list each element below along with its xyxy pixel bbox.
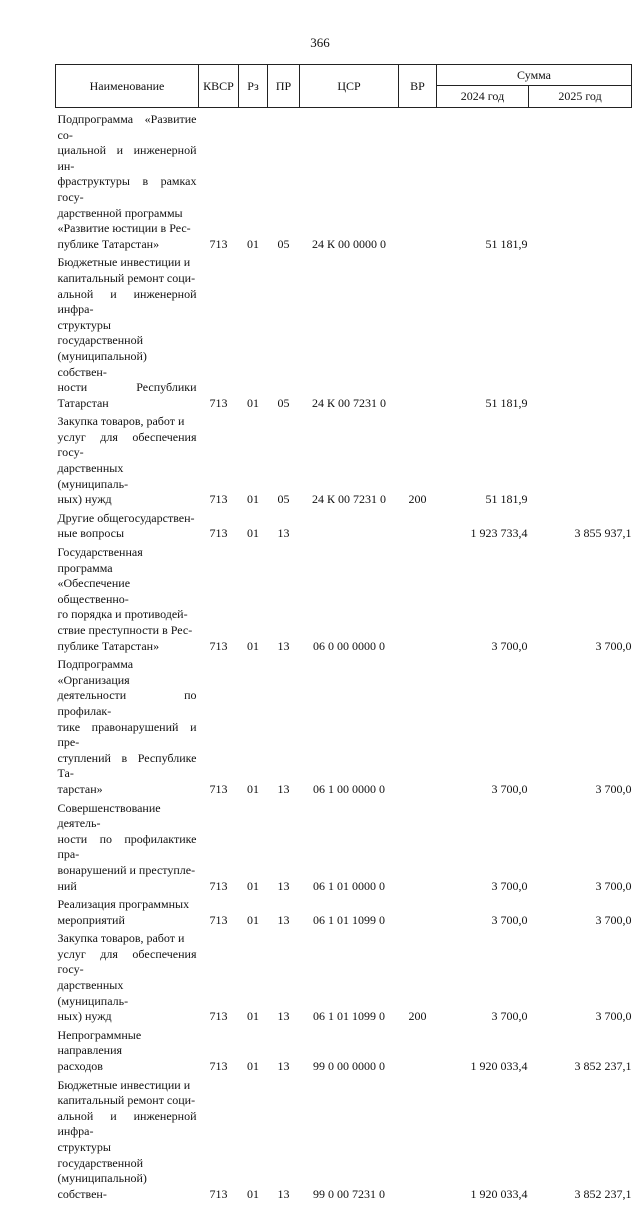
row-amount-2024: 1 923 733,4: [437, 511, 529, 545]
header-year-2025: 2025 год: [529, 86, 632, 108]
row-vr: [399, 511, 437, 545]
table-row: [56, 1078, 632, 1205]
row-rz: 01: [239, 414, 268, 511]
row-amount-2025: 3 700,0: [529, 545, 632, 657]
row-amount-2025: [529, 255, 632, 414]
row-amount-2025: 3 700,0: [529, 931, 632, 1028]
row-vr: 200: [399, 931, 437, 1028]
row-csr: 99 0 00 7231 0: [300, 1078, 399, 1205]
header-vr: ВР: [399, 65, 437, 108]
row-pr: 05: [268, 108, 300, 256]
row-rz: 01: [239, 1078, 268, 1205]
row-kvsr: 713: [199, 657, 239, 800]
row-name: Закупка товаров, работ и услуг для обеспечения госу- дарственных (муниципаль- ных) нужд: [56, 414, 199, 511]
row-kvsr: 713: [199, 931, 239, 1028]
row-vr: [399, 657, 437, 800]
row-pr: 13: [268, 897, 300, 931]
row-rz: 01: [239, 657, 268, 800]
row-kvsr: 713: [199, 1028, 239, 1078]
row-pr: 13: [268, 1028, 300, 1078]
table-row: [56, 657, 632, 800]
header-name: Наименование: [56, 65, 199, 108]
table-body: [56, 108, 632, 1205]
row-rz: 01: [239, 255, 268, 414]
row-rz: 01: [239, 545, 268, 657]
row-name: Бюджетные инвестиции и капитальный ремонт соци- альной и инженерной инфра- структуры государственной (муниципальной) собствен-: [56, 1078, 199, 1205]
row-amount-2024: 51 181,9: [437, 414, 529, 511]
header-sum: Сумма: [437, 65, 632, 86]
table-header: [56, 65, 632, 108]
row-kvsr: 713: [199, 545, 239, 657]
row-rz: 01: [239, 897, 268, 931]
table-row: [56, 414, 632, 511]
row-pr: 13: [268, 511, 300, 545]
row-name: Бюджетные инвестиции и капитальный ремонт соци- альной и инженерной инфра- структуры государственной (муниципальной) собствен- ности Республики Татарстан: [56, 255, 199, 414]
row-name: Другие общегосударствен- ные вопросы: [56, 511, 199, 545]
row-pr: 13: [268, 801, 300, 898]
row-amount-2024: 1 920 033,4: [437, 1028, 529, 1078]
header-csr: ЦСР: [300, 65, 399, 108]
table-row: [56, 255, 632, 414]
row-csr: 06 1 01 0000 0: [300, 801, 399, 898]
table-row: [56, 897, 632, 931]
row-vr: [399, 255, 437, 414]
row-name: Закупка товаров, работ и услуг для обеспечения госу- дарственных (муниципаль- ных) нужд: [56, 931, 199, 1028]
row-pr: 13: [268, 545, 300, 657]
row-csr: 06 1 01 1099 0: [300, 897, 399, 931]
row-pr: 05: [268, 255, 300, 414]
row-amount-2024: 3 700,0: [437, 801, 529, 898]
page-number: 366: [0, 35, 640, 51]
row-amount-2025: 3 855 937,1: [529, 511, 632, 545]
row-amount-2025: 3 700,0: [529, 801, 632, 898]
table-row: [56, 931, 632, 1028]
row-name: Подпрограмма «Развитие со- циальной и инженерной ин- фраструктуры в рамках госу- дарственной программы «Развитие юстиции в Рес- публике Татарстан»: [56, 108, 199, 256]
row-kvsr: 713: [199, 1078, 239, 1205]
row-amount-2025: [529, 414, 632, 511]
row-amount-2024: 3 700,0: [437, 657, 529, 800]
row-kvsr: 713: [199, 255, 239, 414]
row-csr: 06 0 00 0000 0: [300, 545, 399, 657]
row-pr: 05: [268, 414, 300, 511]
row-amount-2024: 3 700,0: [437, 545, 529, 657]
row-name: Подпрограмма «Организация деятельности по профилак- тике правонарушений и пре- ступлений в Республике Та- тарстан»: [56, 657, 199, 800]
row-rz: 01: [239, 511, 268, 545]
header-pr: ПР: [268, 65, 300, 108]
row-vr: [399, 1028, 437, 1078]
row-amount-2024: 51 181,9: [437, 255, 529, 414]
row-amount-2025: 3 852 237,1: [529, 1078, 632, 1205]
row-kvsr: 713: [199, 897, 239, 931]
row-amount-2024: 51 181,9: [437, 108, 529, 256]
row-rz: 01: [239, 1028, 268, 1078]
row-name: Государственная программа «Обеспечение общественно- го порядка и противодей- ствие преступности в Рес- публике Татарстан»: [56, 545, 199, 657]
header-kvsr: КВСР: [199, 65, 239, 108]
header-rz: Рз: [239, 65, 268, 108]
row-pr: 13: [268, 931, 300, 1028]
row-amount-2024: 3 700,0: [437, 931, 529, 1028]
table-row: [56, 801, 632, 898]
row-csr: [300, 511, 399, 545]
table-row: [56, 545, 632, 657]
row-pr: 13: [268, 657, 300, 800]
row-vr: 200: [399, 414, 437, 511]
row-kvsr: 713: [199, 414, 239, 511]
row-rz: 01: [239, 931, 268, 1028]
row-vr: [399, 1078, 437, 1205]
row-rz: 01: [239, 801, 268, 898]
row-csr: 99 0 00 0000 0: [300, 1028, 399, 1078]
row-amount-2025: 3 700,0: [529, 657, 632, 800]
row-vr: [399, 108, 437, 256]
row-pr: 13: [268, 1078, 300, 1205]
row-amount-2025: 3 852 237,1: [529, 1028, 632, 1078]
row-amount-2025: [529, 108, 632, 256]
row-vr: [399, 545, 437, 657]
row-amount-2024: 3 700,0: [437, 897, 529, 931]
header-year-2024: 2024 год: [437, 86, 529, 108]
row-kvsr: 713: [199, 108, 239, 256]
row-kvsr: 713: [199, 511, 239, 545]
row-csr: 24 К 00 7231 0: [300, 414, 399, 511]
row-amount-2025: 3 700,0: [529, 897, 632, 931]
row-name: Совершенствование деятель- ности по профилактике пра- вонарушений и преступле- ний: [56, 801, 199, 898]
row-csr: 06 1 00 0000 0: [300, 657, 399, 800]
row-vr: [399, 801, 437, 898]
row-name: Непрограммные направления расходов: [56, 1028, 199, 1078]
row-vr: [399, 897, 437, 931]
table-row: [56, 511, 632, 545]
row-csr: 24 К 00 0000 0: [300, 108, 399, 256]
row-kvsr: 713: [199, 801, 239, 898]
table-row: [56, 108, 632, 256]
row-csr: 24 К 00 7231 0: [300, 255, 399, 414]
row-csr: 06 1 01 1099 0: [300, 931, 399, 1028]
row-name: Реализация программных мероприятий: [56, 897, 199, 931]
table-row: [56, 1028, 632, 1078]
budget-table: [55, 64, 632, 1205]
row-amount-2024: 1 920 033,4: [437, 1078, 529, 1205]
row-rz: 01: [239, 108, 268, 256]
